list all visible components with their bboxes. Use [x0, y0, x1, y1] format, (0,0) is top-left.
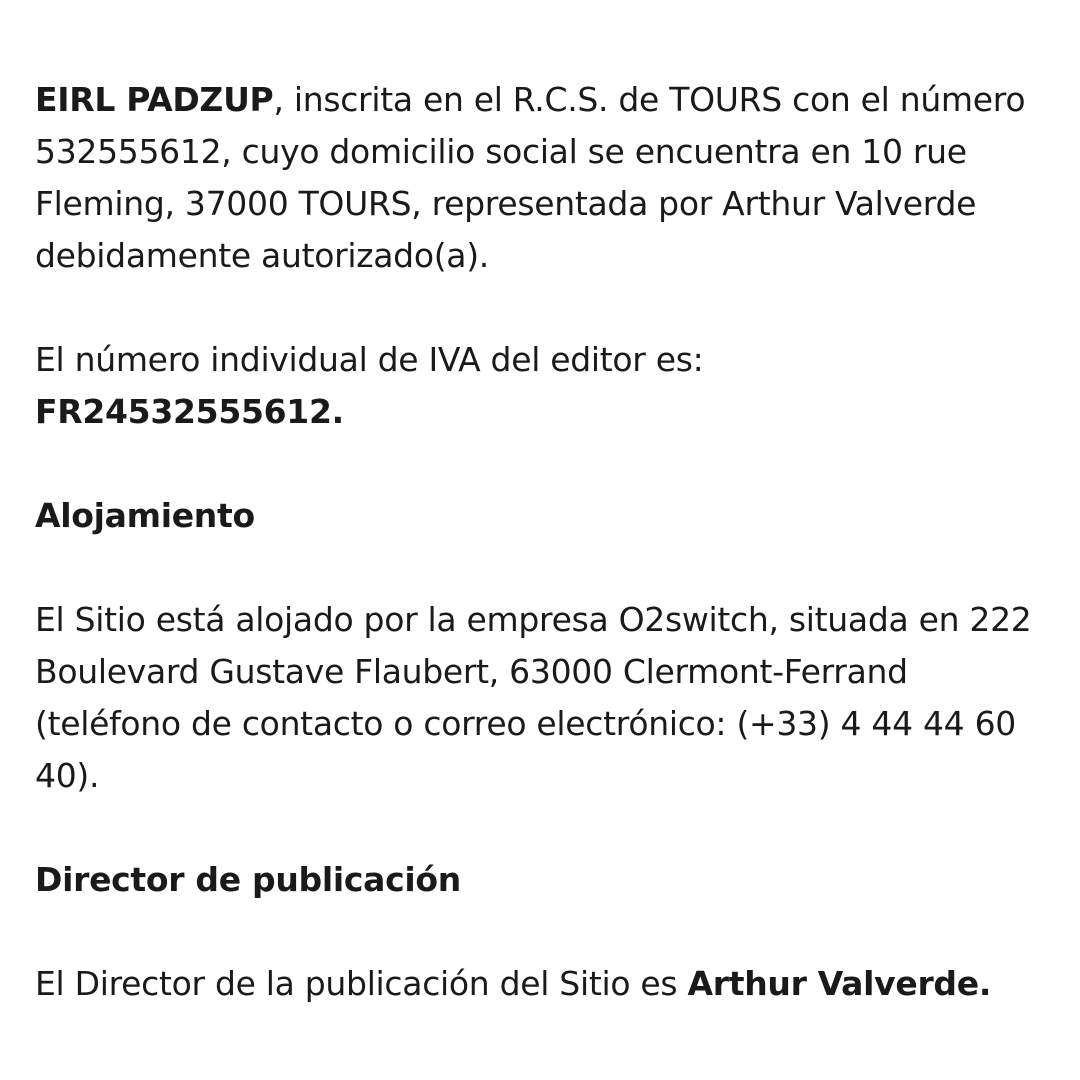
editor-intro-text: , inscrita en el R.C.S. de TOURS con el número 532555612, cuyo domicilio social se encuentra en 10 rue Fleming, 37000 TOURS, representada por Arthur Valverde debidamente autorizado(a).: [35, 80, 1026, 275]
vat-label: El número individual de IVA del editor es:: [35, 340, 704, 379]
vat-number: FR24532555612.: [35, 392, 344, 431]
publication-text-prefix: El Director de la publicación del Sitio es: [35, 964, 688, 1003]
director-name: Arthur Valverde.: [687, 964, 992, 1003]
editor-paragraph: [35, 74, 1045, 282]
vat-paragraph: [35, 334, 1045, 438]
publication-heading: Director de publicación: [35, 860, 461, 899]
legal-notice-document: [35, 74, 1045, 1062]
company-name: EIRL PADZUP: [35, 80, 274, 119]
publication-paragraph: [35, 958, 1045, 1010]
hosting-paragraph: El Sitio está alojado por la empresa O2switch, situada en 222 Boulevard Gustave Flaubert, 63000 Clermont-Ferrand (teléfono de contacto o correo electrónico: (+33) 4 44 44 60 40).: [35, 600, 1032, 795]
hosting-heading: Alojamiento: [35, 496, 255, 535]
